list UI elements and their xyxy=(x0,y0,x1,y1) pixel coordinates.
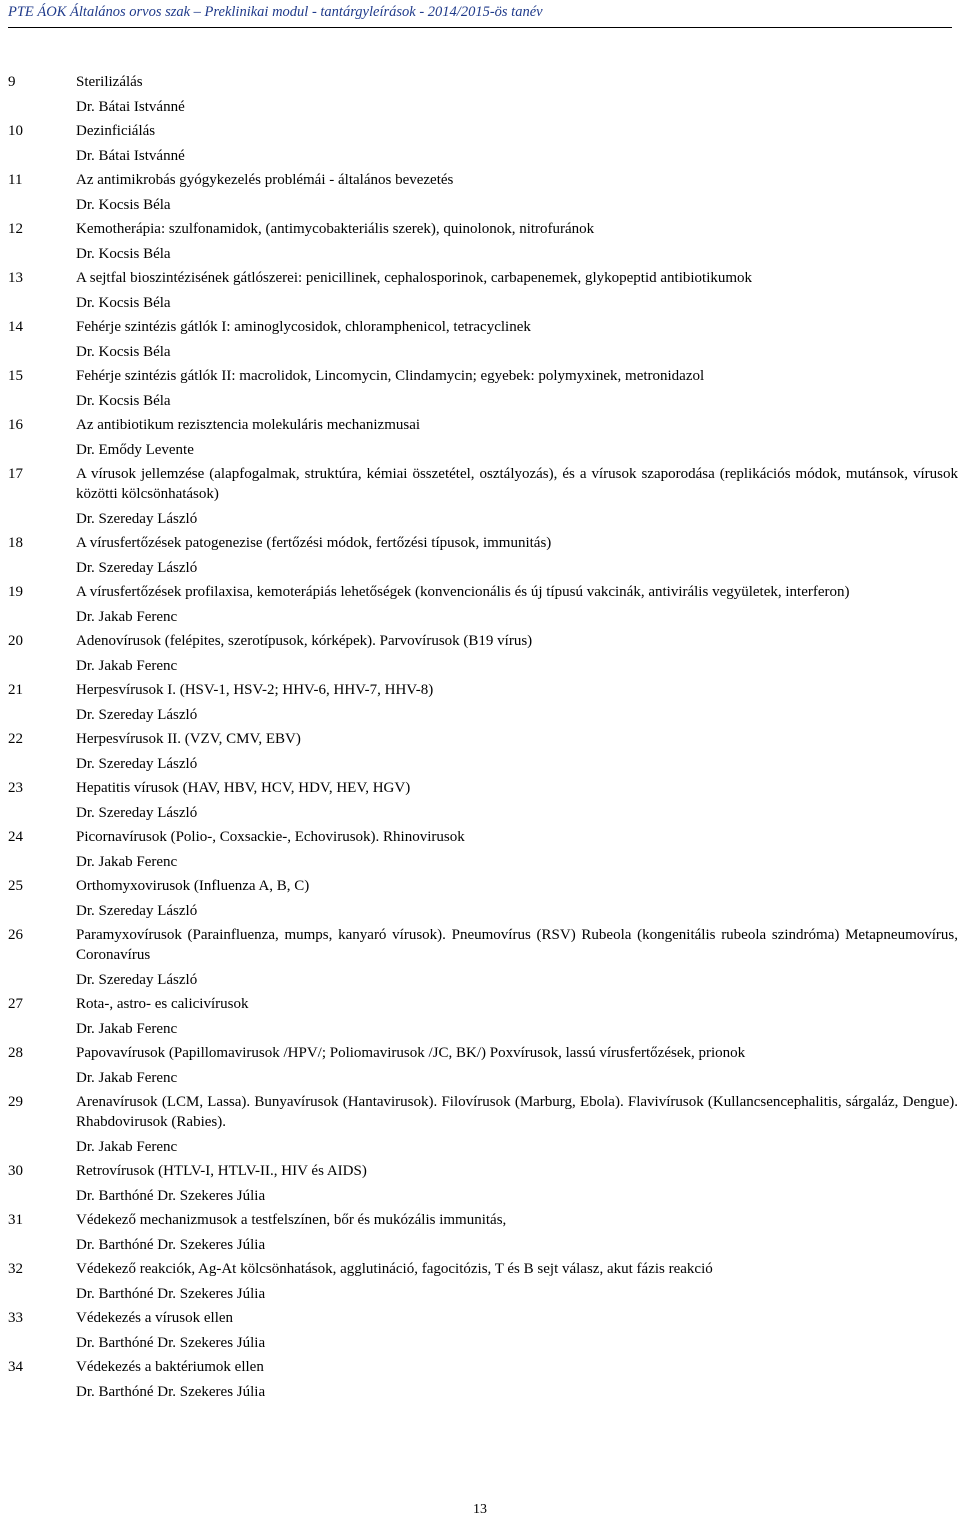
list-item xyxy=(8,168,958,217)
item-lecturer: Dr. Szereday László xyxy=(76,510,198,527)
item-topic: Az antibiotikum rezisztencia molekuláris mechanizmusai xyxy=(76,417,421,434)
item-topic: Herpesvírusok I. (HSV-1, HSV-2; HHV-6, HHV-7, HHV-8) xyxy=(76,682,434,699)
item-lecturer: Dr. Barthóné Dr. Szekeres Júlia xyxy=(76,1236,266,1253)
list-item xyxy=(8,776,958,825)
item-number: 30 xyxy=(8,1163,23,1179)
item-lecturer: Dr. Kocsis Béla xyxy=(76,294,171,311)
item-lecturer: Dr. Barthóné Dr. Szekeres Júlia xyxy=(76,1187,266,1204)
item-number: 29 xyxy=(8,1094,23,1110)
item-topic: Fehérje szintézis gátlók II: macrolidok, Lincomycin, Clindamycin; egyebek: polymyxinek, metronidazol xyxy=(76,368,705,385)
item-lecturer: Dr. Kocsis Béla xyxy=(76,343,171,360)
item-lecturer: Dr. Szereday László xyxy=(76,804,198,821)
list-item xyxy=(8,629,958,678)
item-number: 23 xyxy=(8,780,23,796)
item-lecturer: Dr. Bátai Istvánné xyxy=(76,147,185,164)
item-lecturer: Dr. Kocsis Béla xyxy=(76,392,171,409)
item-number: 31 xyxy=(8,1212,23,1228)
list-item xyxy=(8,1257,958,1306)
item-topic: Védekező reakciók, Ag-At kölcsönhatások, agglutináció, fagocitózis, T és B sejt válasz, akut fázis reakció xyxy=(76,1261,713,1278)
list-item xyxy=(8,825,958,874)
list-item xyxy=(8,678,958,727)
item-lecturer: Dr. Kocsis Béla xyxy=(76,196,171,213)
list-item xyxy=(8,1041,958,1090)
item-topic: A sejtfal bioszintézisének gátlószerei: penicillinek, cephalosporinok, carbapenemek, glykopeptid antibiotikumok xyxy=(76,270,753,287)
list-item xyxy=(8,217,958,266)
item-topic: Kemotherápia: szulfonamidok, (antimycobakteriális szerek), quinolonok, nitrofuránok xyxy=(76,221,595,238)
item-lecturer: Dr. Szereday László xyxy=(76,902,198,919)
item-topic: Arenavírusok (LCM, Lassa). Bunyavírusok (Hantavirusok). Filovírusok (Marburg, Ebola). Flavivírusok (Kullancsencephalitis, sárgaláz, Dengue). Rhabdovirusok (Rabies). xyxy=(76,1094,958,1131)
item-lecturer: Dr. Szereday László xyxy=(76,706,198,723)
item-topic: Fehérje szintézis gátlók I: aminoglycosidok, chloramphenicol, tetracyclinek xyxy=(76,319,531,336)
list-item xyxy=(8,266,958,315)
item-topic: Papovavírusok (Papillomavirusok /HPV/; Poliomavirusok /JC, BK/) Poxvírusok, lassú vírusfertőzések, prionok xyxy=(76,1045,746,1062)
list-item xyxy=(8,580,958,629)
item-lecturer: Dr. Jakab Ferenc xyxy=(76,853,178,870)
item-topic: Sterilizálás xyxy=(76,74,143,91)
item-number: 10 xyxy=(8,123,23,139)
item-lecturer: Dr. Szereday László xyxy=(76,971,198,988)
item-number: 21 xyxy=(8,682,23,698)
item-topic: Rota-, astro- es calicivírusok xyxy=(76,996,249,1013)
list-item xyxy=(8,364,958,413)
item-topic: Retrovírusok (HTLV-I, HTLV-II., HIV és AIDS) xyxy=(76,1163,367,1180)
item-number: 24 xyxy=(8,829,23,845)
item-lecturer: Dr. Barthóné Dr. Szekeres Júlia xyxy=(76,1383,266,1400)
list-item xyxy=(8,413,958,462)
list-item xyxy=(8,70,958,119)
item-number: 19 xyxy=(8,584,23,600)
list-item xyxy=(8,992,958,1041)
item-number: 33 xyxy=(8,1310,23,1326)
item-topic: Védekezés a vírusok ellen xyxy=(76,1310,234,1327)
item-lecturer: Dr. Jakab Ferenc xyxy=(76,657,178,674)
item-topic: Adenovírusok (felépites, szerotípusok, kórképek). Parvovírusok (B19 vírus) xyxy=(76,633,533,650)
item-lecturer: Dr. Jakab Ferenc xyxy=(76,1138,178,1155)
item-topic: Hepatitis vírusok (HAV, HBV, HCV, HDV, HEV, HGV) xyxy=(76,780,411,797)
item-topic: Dezinficiálás xyxy=(76,123,156,140)
item-lecturer: Dr. Szereday László xyxy=(76,559,198,576)
list-item xyxy=(8,531,958,580)
item-number: 22 xyxy=(8,731,23,747)
item-lecturer: Dr. Barthóné Dr. Szekeres Júlia xyxy=(76,1285,266,1302)
item-topic: Herpesvírusok II. (VZV, CMV, EBV) xyxy=(76,731,301,748)
item-number: 32 xyxy=(8,1261,23,1277)
header-title: PTE ÁOK Általános orvos szak – Preklinikai modul - tantárgyleírások - 2014/2015-ös tanév xyxy=(8,4,543,20)
item-number: 34 xyxy=(8,1359,23,1375)
item-lecturer: Dr. Emődy Levente xyxy=(76,441,194,458)
item-number: 25 xyxy=(8,878,23,894)
item-topic: Védekező mechanizmusok a testfelszínen, bőr és mukózális immunitás, xyxy=(76,1212,507,1229)
item-number: 27 xyxy=(8,996,23,1012)
list-item xyxy=(8,874,958,923)
list-item xyxy=(8,727,958,776)
item-topic: Picornavírusok (Polio-, Coxsackie-, Echovirusok). Rhinovirusok xyxy=(76,829,465,846)
list-item xyxy=(8,1159,958,1208)
lecture-list xyxy=(8,70,958,1404)
item-topic: A vírusfertőzések profilaxisa, kemoterápiás lehetőségek (konvencionális és új típusú vakcinák, antivirális vegyületek, interferon) xyxy=(76,584,850,601)
list-item xyxy=(8,315,958,364)
list-item xyxy=(8,923,958,992)
item-lecturer: Dr. Jakab Ferenc xyxy=(76,608,178,625)
item-number: 17 xyxy=(8,466,23,482)
item-number: 13 xyxy=(8,270,23,286)
list-item xyxy=(8,1090,958,1159)
list-item xyxy=(8,1208,958,1257)
item-lecturer: Dr. Jakab Ferenc xyxy=(76,1069,178,1086)
item-topic: A vírusok jellemzése (alapfogalmak, struktúra, kémiai összetétel, osztályozás), és a vírusok szaporodása (replikációs módok, mutánsok, vírusok közötti kölcsönhatások) xyxy=(76,466,958,503)
list-item xyxy=(8,1355,958,1404)
item-number: 14 xyxy=(8,319,23,335)
list-item xyxy=(8,462,958,531)
item-number: 12 xyxy=(8,221,23,237)
item-topic: Védekezés a baktériumok ellen xyxy=(76,1359,264,1376)
page-number: 13 xyxy=(473,1502,487,1517)
page-header xyxy=(8,2,952,28)
item-number: 15 xyxy=(8,368,23,384)
item-topic: Orthomyxovirusok (Influenza A, B, C) xyxy=(76,878,310,895)
item-number: 11 xyxy=(8,172,23,188)
list-item xyxy=(8,1306,958,1355)
item-number: 16 xyxy=(8,417,23,433)
item-topic: A vírusfertőzések patogenezise (fertőzési módok, fertőzési típusok, immunitás) xyxy=(76,535,552,552)
item-topic: Az antimikrobás gyógykezelés problémái - általános bevezetés xyxy=(76,172,454,189)
item-lecturer: Dr. Jakab Ferenc xyxy=(76,1020,178,1037)
list-item xyxy=(8,119,958,168)
item-lecturer: Dr. Barthóné Dr. Szekeres Júlia xyxy=(76,1334,266,1351)
item-topic: Paramyxovírusok (Parainfluenza, mumps, kanyaró vírusok). Pneumovírus (RSV) Rubeola (kongenitális rubeola szindróma) Metapneumovírus, Coronavírus xyxy=(76,927,958,964)
item-lecturer: Dr. Szereday László xyxy=(76,755,198,772)
item-number: 9 xyxy=(8,74,16,90)
item-number: 20 xyxy=(8,633,23,649)
item-number: 28 xyxy=(8,1045,23,1061)
item-lecturer: Dr. Bátai Istvánné xyxy=(76,98,185,115)
item-number: 26 xyxy=(8,927,23,943)
item-number: 18 xyxy=(8,535,23,551)
item-lecturer: Dr. Kocsis Béla xyxy=(76,245,171,262)
